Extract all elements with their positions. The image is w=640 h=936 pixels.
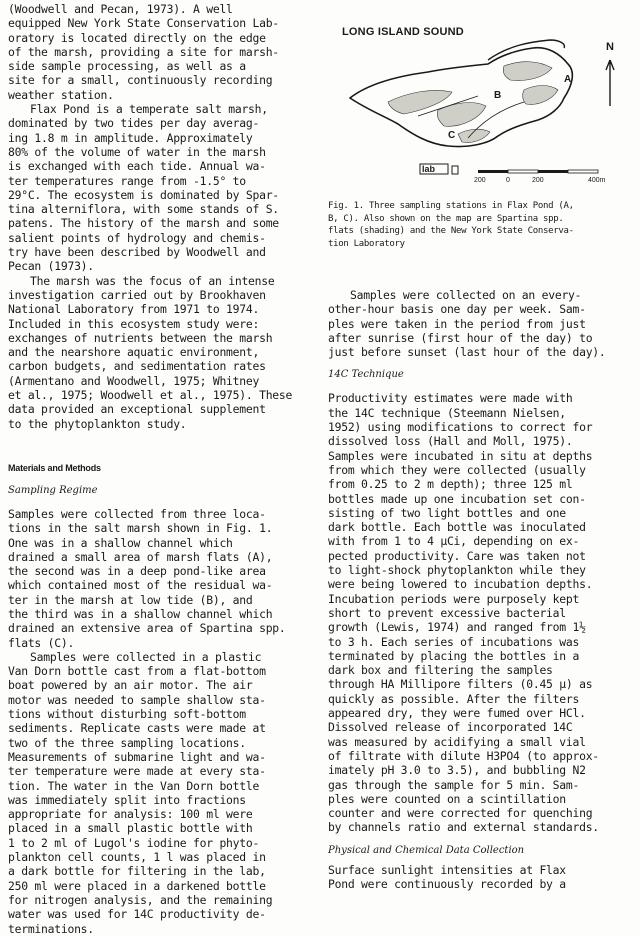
text-line: were being lowered to incubation depths. — [328, 577, 593, 592]
text-line: to 3 h. Each series of incubations was — [328, 634, 580, 649]
text-line: growth (Lewis, 1974) and ranged from 1½ — [328, 620, 586, 635]
text-line: short to prevent excessive bacterial — [328, 605, 566, 620]
text-line: One was in a shallow channel which — [8, 535, 233, 550]
text-line: data provided an exceptional supplement — [8, 402, 266, 417]
text-line: 29°C. The ecosystem is dominated by Spar- — [8, 187, 279, 202]
text-line: for nitrogen analysis, and the remaining — [8, 892, 273, 907]
text-line: Productivity estimates were made with — [328, 391, 573, 406]
investigation-paragraph — [8, 274, 306, 431]
caption-line: B, C). Also shown on the map are Spartina spp. — [328, 213, 564, 224]
text-line: the second was in a deep pond-like area — [8, 564, 266, 579]
text-line: gas through the sample for 5 min. Sam- — [328, 777, 580, 792]
text-line: of filtrate with dilute H3PO4 (to approx- — [328, 748, 599, 763]
technique-paragraph — [328, 391, 634, 834]
text-line: two of the three sampling locations. — [8, 735, 246, 750]
lab-label: lab — [422, 164, 436, 174]
right-column — [328, 2, 634, 891]
flax-pond-paragraph — [8, 102, 306, 274]
text-line: et al., 1975; Woodwell et al., 1975). These — [8, 388, 293, 403]
text-line: Samples were collected from three loca- — [8, 506, 266, 521]
text-line: drained a small area of marsh flats (A), — [8, 549, 273, 564]
text-line: appropriate for analysis: 100 ml were — [8, 807, 253, 822]
text-line: was immediately split into fractions — [8, 792, 246, 807]
text-line: motor was needed to sample shallow sta- — [8, 692, 266, 707]
text-line: 250 ml were placed in a darkened bottle — [8, 878, 266, 893]
text-line: quickly as possible. After the filters — [328, 691, 580, 706]
station-label-b: B — [494, 90, 502, 101]
scale-label: 200 — [532, 177, 544, 182]
text-line: The marsh was the focus of an intense — [30, 273, 275, 288]
text-line: the 14C technique (Steemann Nielsen, — [328, 405, 566, 420]
scale-label: 0 — [506, 177, 510, 182]
scale-bar — [478, 170, 598, 173]
text-line: dominated by two tides per day averag- — [8, 116, 260, 131]
left-column — [8, 2, 306, 936]
text-line: Samples were collected on an every- — [350, 288, 582, 302]
scale-label: 400m — [588, 177, 606, 182]
text-line: bottles made up one incubation set con- — [328, 491, 586, 506]
text-line: Samples were collected in a plastic — [30, 649, 262, 664]
text-line: ter temperature were made at every sta- — [8, 764, 266, 779]
text-line: National Laboratory from 1971 to 1974. — [8, 302, 260, 317]
text-line: flats (C). — [8, 635, 75, 650]
text-line: 1 to 2 ml of Lugol's iodine for phyto- — [8, 835, 260, 850]
subheading-physical-chemical: Physical and Chemical Data Collection — [328, 844, 525, 856]
text-line: terminated by placing the bottles in a — [328, 648, 580, 663]
text-line: Included in this ecosystem study were: — [8, 316, 260, 331]
north-label: N — [606, 41, 614, 53]
text-line: sisting of two light bottles and one — [328, 505, 566, 520]
van-dorn-paragraph — [8, 650, 306, 936]
text-line: through HA Millipore filters (0.45 µ) as — [328, 677, 593, 692]
caption-line: Fig. 1. Three sampling stations in Flax Pond (A, — [328, 201, 574, 211]
text-line: 80% of the volume of water in the marsh — [8, 144, 266, 159]
text-line: equipped New York State Conservation Lab- — [8, 16, 279, 31]
text-line: weather station. — [8, 87, 114, 102]
text-line: (Armentano and Woodwell, 1975; Whitney — [8, 373, 260, 388]
text-line: the third was in a shallow channel which — [8, 606, 273, 621]
text-line: imately pH 3.0 to 3.5), and bubbling N2 — [328, 763, 586, 778]
text-line: to the phytoplankton study. — [8, 416, 187, 431]
text-line: ter temperatures range from -1.5° to — [8, 173, 246, 188]
station-label-c: C — [448, 130, 456, 141]
text-line: ples were counted on a scintillation — [328, 791, 566, 806]
text-line: side sample processing, as well as a — [8, 59, 246, 74]
text-line: from 0.25 to 2 m depth); three 125 ml — [328, 477, 573, 492]
text-line: tion. The water in the Van Dorn bottle — [8, 778, 260, 793]
text-line: was measured by acidifying a small vial — [328, 734, 586, 749]
text-line: terminations. — [8, 921, 94, 936]
text-line: patens. The history of the marsh and some — [8, 216, 279, 231]
caption-line: flats (shading) and the New York State Conserva- — [328, 226, 574, 236]
text-line: site for a small, continuously recording — [8, 73, 273, 88]
text-line: of the marsh, providing a site for marsh- — [8, 44, 279, 59]
text-line: Pond were continuously recorded by a — [328, 876, 566, 891]
text-line: Surface sunlight intensities at Flax — [328, 862, 566, 877]
text-line: with from 1 to 4 µCi, depending on ex- — [328, 534, 580, 549]
text-line: ples were taken in the period from just — [328, 316, 586, 331]
text-line: drained an extensive area of Spartina spp. — [8, 621, 286, 636]
text-line: which contained most of the residual wa- — [8, 578, 273, 593]
text-line: sediments. Replicate casts were made at — [8, 721, 266, 736]
text-line: a dark bottle for filtering in the lab, — [8, 864, 266, 879]
text-line: Samples were incubated in situ at depths — [328, 448, 593, 463]
text-line: ing 1.8 m in amplitude. Approximately — [8, 130, 253, 145]
caption-line: tion Laboratory — [328, 238, 405, 249]
text-line: Pecan (1973). — [8, 259, 94, 274]
text-line: after sunrise (first hour of the day) to — [328, 330, 593, 345]
text-line: 1952) using modifications to correct for — [328, 420, 593, 435]
figure-caption — [328, 200, 634, 250]
station-label-a: A — [564, 74, 572, 85]
text-line: tina alterniflora, with some stands of S. — [8, 202, 279, 217]
sampling-paragraph — [8, 507, 306, 650]
text-line: Incubation periods were purposely kept — [328, 591, 580, 606]
text-line: just before sunset (last hour of the day). — [328, 345, 606, 360]
text-line: (Woodwell and Pecan, 1973). A well — [8, 2, 233, 16]
text-line: and the nearshore aquatic environment, — [8, 345, 260, 360]
figure-1-map — [328, 6, 628, 182]
text-line: pected productivity. Care was taken not — [328, 548, 586, 563]
text-line: is exchanged with each tide. Annual wa- — [8, 159, 266, 174]
text-line: salient points of hydrology and chemis- — [8, 230, 266, 245]
laboratory-building — [452, 166, 458, 174]
text-line: dark box and filtering the samples — [328, 663, 553, 678]
text-line: try have been described by Woodwell and — [8, 245, 266, 260]
text-line: by channels ratio and external standards. — [328, 820, 599, 835]
text-line: Dissolved release of incorporated 14C — [328, 720, 573, 735]
text-line: placed in a small plastic bottle with — [8, 821, 253, 836]
north-arrow-icon — [606, 60, 614, 106]
text-line: from which they were collected (usually — [328, 462, 586, 477]
intro-paragraph — [8, 2, 306, 102]
text-line: dark bottle. Each bottle was inoculated — [328, 520, 586, 535]
section-heading: Materials and Methods — [8, 462, 101, 473]
text-line: appeared dry, they were fumed over HCl. — [328, 706, 586, 721]
text-line: carbon budgets, and sedimentation rates — [8, 359, 266, 374]
text-line: investigation carried out by Brookhaven — [8, 287, 266, 302]
text-line: ter in the marsh at low tide (B), and — [8, 592, 253, 607]
physical-paragraph — [328, 863, 634, 892]
subheading-sampling-regime: Sampling Regime — [8, 484, 98, 496]
text-line: counter and were corrected for quenching — [328, 806, 593, 821]
text-line: to light-shock phytoplankton while they — [328, 563, 586, 578]
subheading-14c-technique: 14C Technique — [328, 369, 404, 381]
text-line: dissolved loss (Hall and Moll, 1975). — [328, 434, 573, 449]
text-line: tions without disturbing soft-bottom — [8, 707, 246, 722]
text-line: exchanges of nutrients between the marsh — [8, 330, 273, 345]
text-line: boat powered by an air motor. The air — [8, 678, 253, 693]
text-line: Flax Pond is a temperate salt marsh, — [30, 102, 268, 117]
text-line: Van Dorn bottle cast from a flat-bottom — [8, 664, 266, 679]
samples-paragraph — [328, 288, 634, 359]
text-line: plankton cell counts, 1 l was placed in — [8, 850, 266, 865]
text-line: oratory is located directly on the edge — [8, 30, 266, 45]
map-title: LONG ISLAND SOUND — [342, 26, 464, 38]
text-line: other-hour basis one day per week. Sam- — [328, 302, 586, 317]
text-line: tions in the salt marsh shown in Fig. 1. — [8, 521, 273, 536]
text-line: water was used for 14C productivity de- — [8, 907, 266, 922]
scale-label: 200 — [474, 177, 486, 182]
text-line: Measurements of submarine light and wa- — [8, 749, 266, 764]
